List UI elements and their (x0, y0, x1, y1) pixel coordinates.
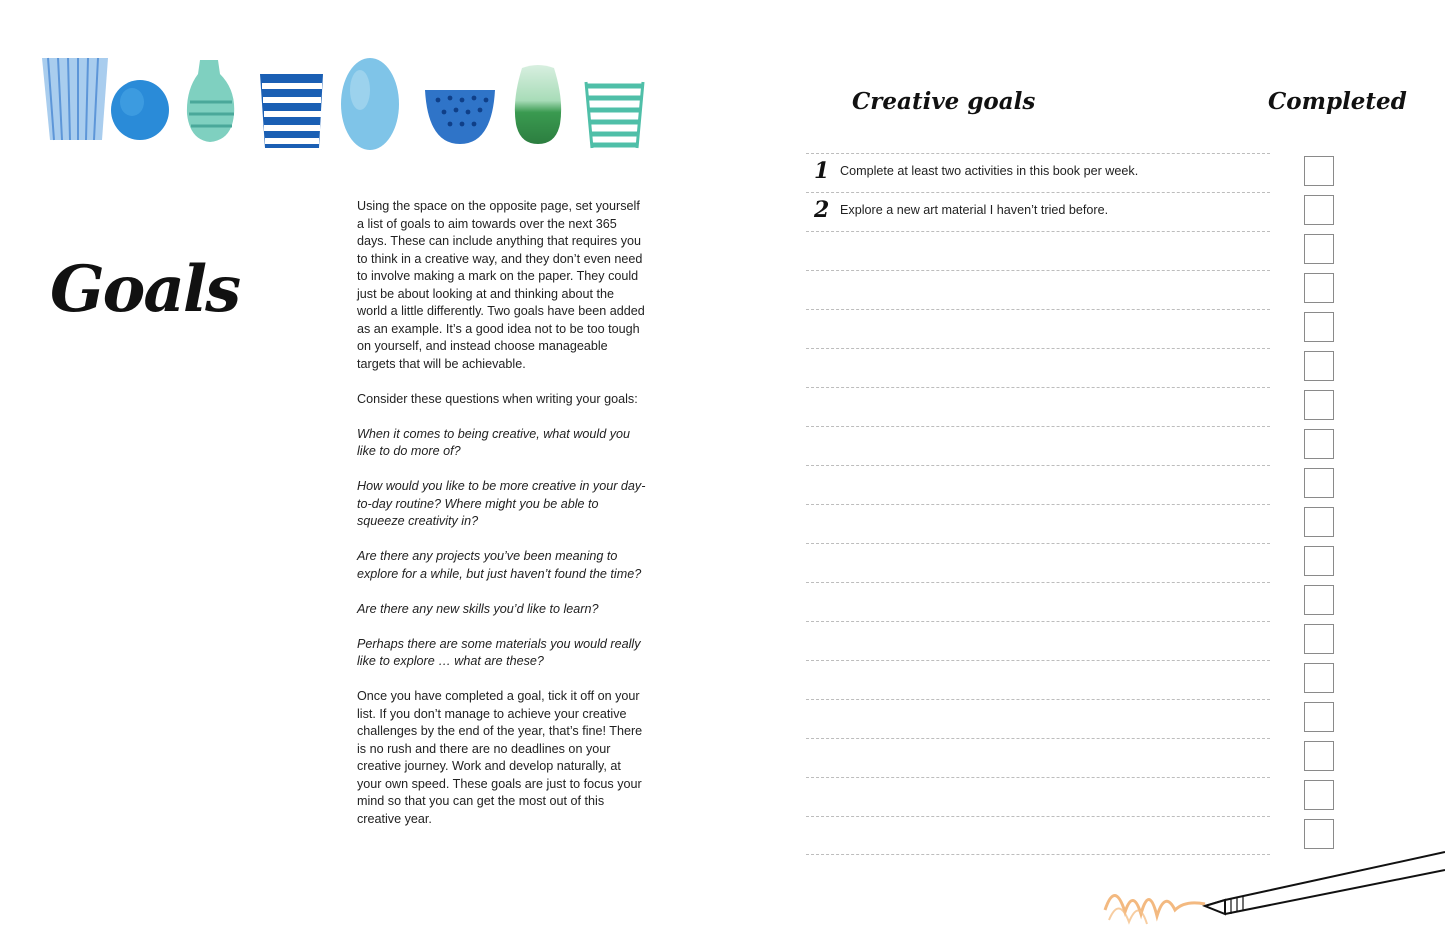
goal-row[interactable] (806, 387, 1270, 426)
completed-checkbox[interactable] (1304, 741, 1334, 771)
completed-checkbox[interactable] (1304, 156, 1334, 186)
goal-row[interactable] (806, 465, 1270, 504)
goal-number: 1 (814, 158, 830, 184)
completed-checkbox[interactable] (1304, 546, 1334, 576)
goal-row[interactable] (806, 699, 1270, 738)
teal-striped-cup-vase (586, 82, 643, 148)
goal-row[interactable] (806, 582, 1270, 621)
intro-paragraph: Consider these questions when writing your goals: (357, 391, 638, 406)
creative-goals-header: Creative goals (852, 88, 1036, 115)
goal-row[interactable] (806, 192, 1270, 231)
completed-checkbox[interactable] (1304, 468, 1334, 498)
question-item: When it comes to being creative, what would you like to do more of? (357, 426, 631, 458)
goal-row[interactable] (806, 270, 1270, 309)
question-item: Are there any new skills you’d like to learn? (357, 601, 599, 616)
completed-checkbox[interactable] (1304, 312, 1334, 342)
green-gradient-vase (515, 65, 561, 144)
teal-bottle-vase (187, 60, 234, 142)
completed-checkbox-column (1304, 156, 1338, 858)
goal-row[interactable] (806, 504, 1270, 543)
completed-header: Completed (1268, 88, 1407, 115)
completed-checkbox[interactable] (1304, 702, 1334, 732)
intro-paragraph: Using the space on the opposite page, set yourself a list of goals to aim towards over the next 365 days. These can include anything that requires you to think in a creative way, and they don’t even need to involve making a mark on the paper. They could just be about looking at and thinking about the world a little differently. Two goals have been added as an example. It’s a good idea not to be too tough on yourself, and instead choose manageable targets that will be achievable. (357, 199, 645, 371)
completed-checkbox[interactable] (1304, 624, 1334, 654)
goal-text: Explore a new art material I haven’t tried before. (840, 203, 1109, 217)
completed-checkbox[interactable] (1304, 195, 1334, 225)
closing-paragraph: Once you have completed a goal, tick it off on your list. If you don’t manage to achieve your creative challenges by the end of the year, that’s fine! There is no rush and there are no deadlines on your creative journey. Work and develop naturally, at your own speed. These goals are just to focus your mind so that you can get the most out of this creative year. (357, 689, 643, 826)
goal-list (806, 153, 1270, 855)
goal-row[interactable] (806, 660, 1270, 699)
goal-row[interactable] (806, 426, 1270, 465)
goal-row[interactable] (806, 621, 1270, 660)
striped-cup-vase (42, 58, 108, 140)
round-blue-vase (111, 80, 169, 140)
goal-text: Complete at least two activities in this book per week. (840, 164, 1139, 178)
goal-number: 2 (814, 197, 830, 223)
completed-checkbox[interactable] (1304, 663, 1334, 693)
completed-checkbox[interactable] (1304, 429, 1334, 459)
completed-checkbox[interactable] (1304, 351, 1334, 381)
goal-row[interactable] (806, 348, 1270, 387)
intro-text (357, 198, 647, 846)
scribble-line (1105, 895, 1205, 916)
pencil-tip (1205, 900, 1225, 914)
pencil-body (1205, 852, 1445, 914)
goal-row[interactable] (806, 309, 1270, 348)
goal-row[interactable] (806, 543, 1270, 582)
completed-checkbox[interactable] (1304, 390, 1334, 420)
page-title: Goals (50, 252, 240, 327)
completed-checkbox[interactable] (1304, 234, 1334, 264)
striped-box-vase (260, 74, 323, 148)
completed-checkbox[interactable] (1304, 585, 1334, 615)
question-item: How would you like to be more creative in your day-to-day routine? Where might you be able to squeeze creativity in? (357, 479, 646, 528)
dotted-bowl-vase (425, 90, 495, 144)
goal-row[interactable] (806, 153, 1270, 192)
watercolor-vases-illustration (40, 52, 650, 152)
pencil-illustration (1095, 840, 1445, 948)
completed-checkbox[interactable] (1304, 273, 1334, 303)
question-item: Perhaps there are some materials you would really like to explore … what are these? (357, 636, 641, 668)
light-blue-oval-vase (341, 58, 399, 150)
goal-row[interactable] (806, 231, 1270, 270)
question-item: Are there any projects you’ve been meaning to explore for a while, but just haven’t found the time? (357, 549, 642, 581)
completed-checkbox[interactable] (1304, 507, 1334, 537)
goal-row[interactable] (806, 738, 1270, 777)
completed-checkbox[interactable] (1304, 780, 1334, 810)
goal-row[interactable] (806, 777, 1270, 816)
